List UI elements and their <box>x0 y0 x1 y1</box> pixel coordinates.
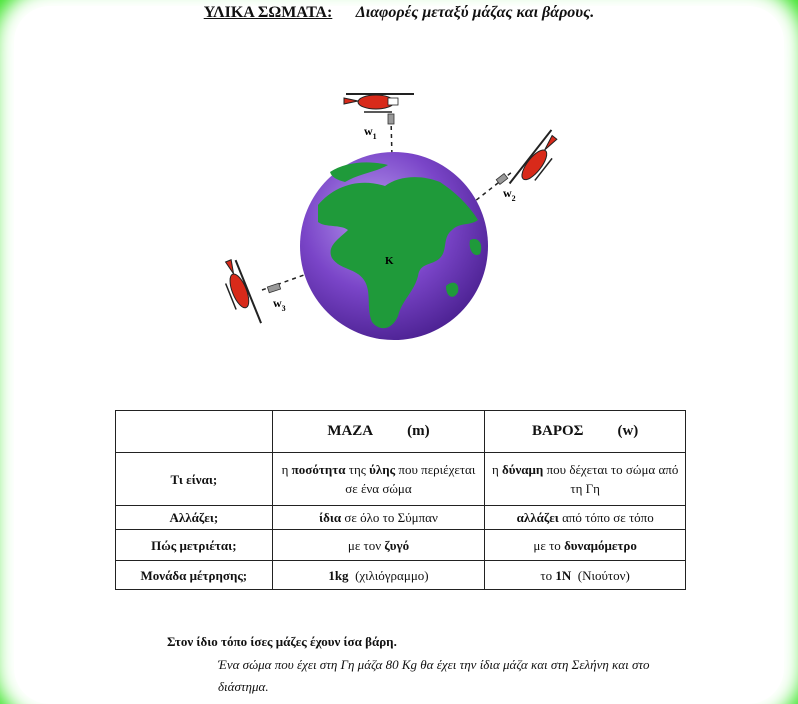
mass-cell <box>272 530 485 561</box>
note-example: Ένα σώμα που έχει στη Γη μάζα 80 Kg θα έχει την ίδια μάζα και στη Σελήνη και στο διάστημα. <box>218 657 650 694</box>
weight-cell <box>485 561 686 590</box>
weight-label-3: $w_3$ <box>273 296 286 313</box>
table-corner-cell <box>116 411 273 453</box>
helicopter-top <box>344 94 414 112</box>
mass-cell-text: ζυγό <box>384 537 410 553</box>
helicopter-left <box>218 258 261 330</box>
mass-cell-text: (χιλιόγραμμο) <box>348 567 429 583</box>
table-row <box>116 453 686 506</box>
mass-cell <box>272 561 485 590</box>
weight-cell-text: (Νιούτον) <box>571 567 630 583</box>
comparison-table <box>115 410 686 590</box>
dynamometer-3 <box>267 283 280 292</box>
title-subheading: Διαφορές μεταξύ μάζας και βάρους. <box>355 4 595 21</box>
weight-cell <box>485 530 686 561</box>
table-row <box>116 530 686 561</box>
weight-cell-text: το <box>540 567 556 583</box>
weight-cell-text: η <box>491 462 502 477</box>
mass-cell-text: ποσότητα <box>291 462 346 477</box>
earth-globe <box>300 152 488 340</box>
note-equal-masses: Στον ίδιο τόπο ίσες μάζες έχουν ίσα βάρη. <box>167 634 397 649</box>
mass-cell-text: 1kg <box>328 567 349 583</box>
mass-cell-text: ύλης <box>369 462 396 477</box>
mass-cell <box>272 453 485 506</box>
mass-cell-text: σε όλο το Σύμπαν <box>341 510 438 525</box>
table-header-row <box>116 411 686 453</box>
helicopter-right <box>510 130 566 195</box>
dynamometer-1 <box>388 114 394 124</box>
header-mass: ΜΑΖΑ (m) <box>272 411 485 453</box>
mass-cell-text: η <box>281 462 292 477</box>
header-weight: ΒΑΡΟΣ (w) <box>485 411 686 453</box>
weight-label-1: $w_1$ <box>364 124 377 141</box>
title-heading: ΥΛΙΚΑ ΣΩΜΑΤΑ: <box>203 4 333 21</box>
weight-cell-text: δύναμη <box>502 462 544 477</box>
row-label: Αλλάζει; <box>116 506 273 530</box>
weight-cell <box>485 506 686 530</box>
mass-cell-text: της <box>345 462 370 477</box>
row-label: Μονάδα μέτρησης; <box>116 561 273 590</box>
weight-cell <box>485 453 686 506</box>
weight-label-2: $w_2$ <box>503 186 516 203</box>
weight-cell-text: που δέχεται το σώμα από τη Γη <box>543 462 682 496</box>
mass-cell-text: με τον <box>347 537 385 553</box>
mass-cell-text: ίδια <box>319 510 342 525</box>
table-row <box>116 561 686 590</box>
weight-cell-text: δυναμόμετρο <box>564 537 637 553</box>
table-row <box>116 506 686 530</box>
row-label: Τι είναι; <box>116 453 273 506</box>
mass-cell-text: που περιέχεται σε ένα σώμα <box>345 462 479 496</box>
weight-cell-text: από τόπο σε τόπο <box>558 510 654 525</box>
mass-cell <box>272 506 485 530</box>
globe-center-label: K <box>385 255 394 267</box>
weight-cell-text: αλλάζει <box>516 510 559 525</box>
weight-cell-text: 1Ν <box>555 567 572 583</box>
row-label: Πώς μετριέται; <box>116 530 273 561</box>
weight-cell-text: με το <box>533 537 565 553</box>
